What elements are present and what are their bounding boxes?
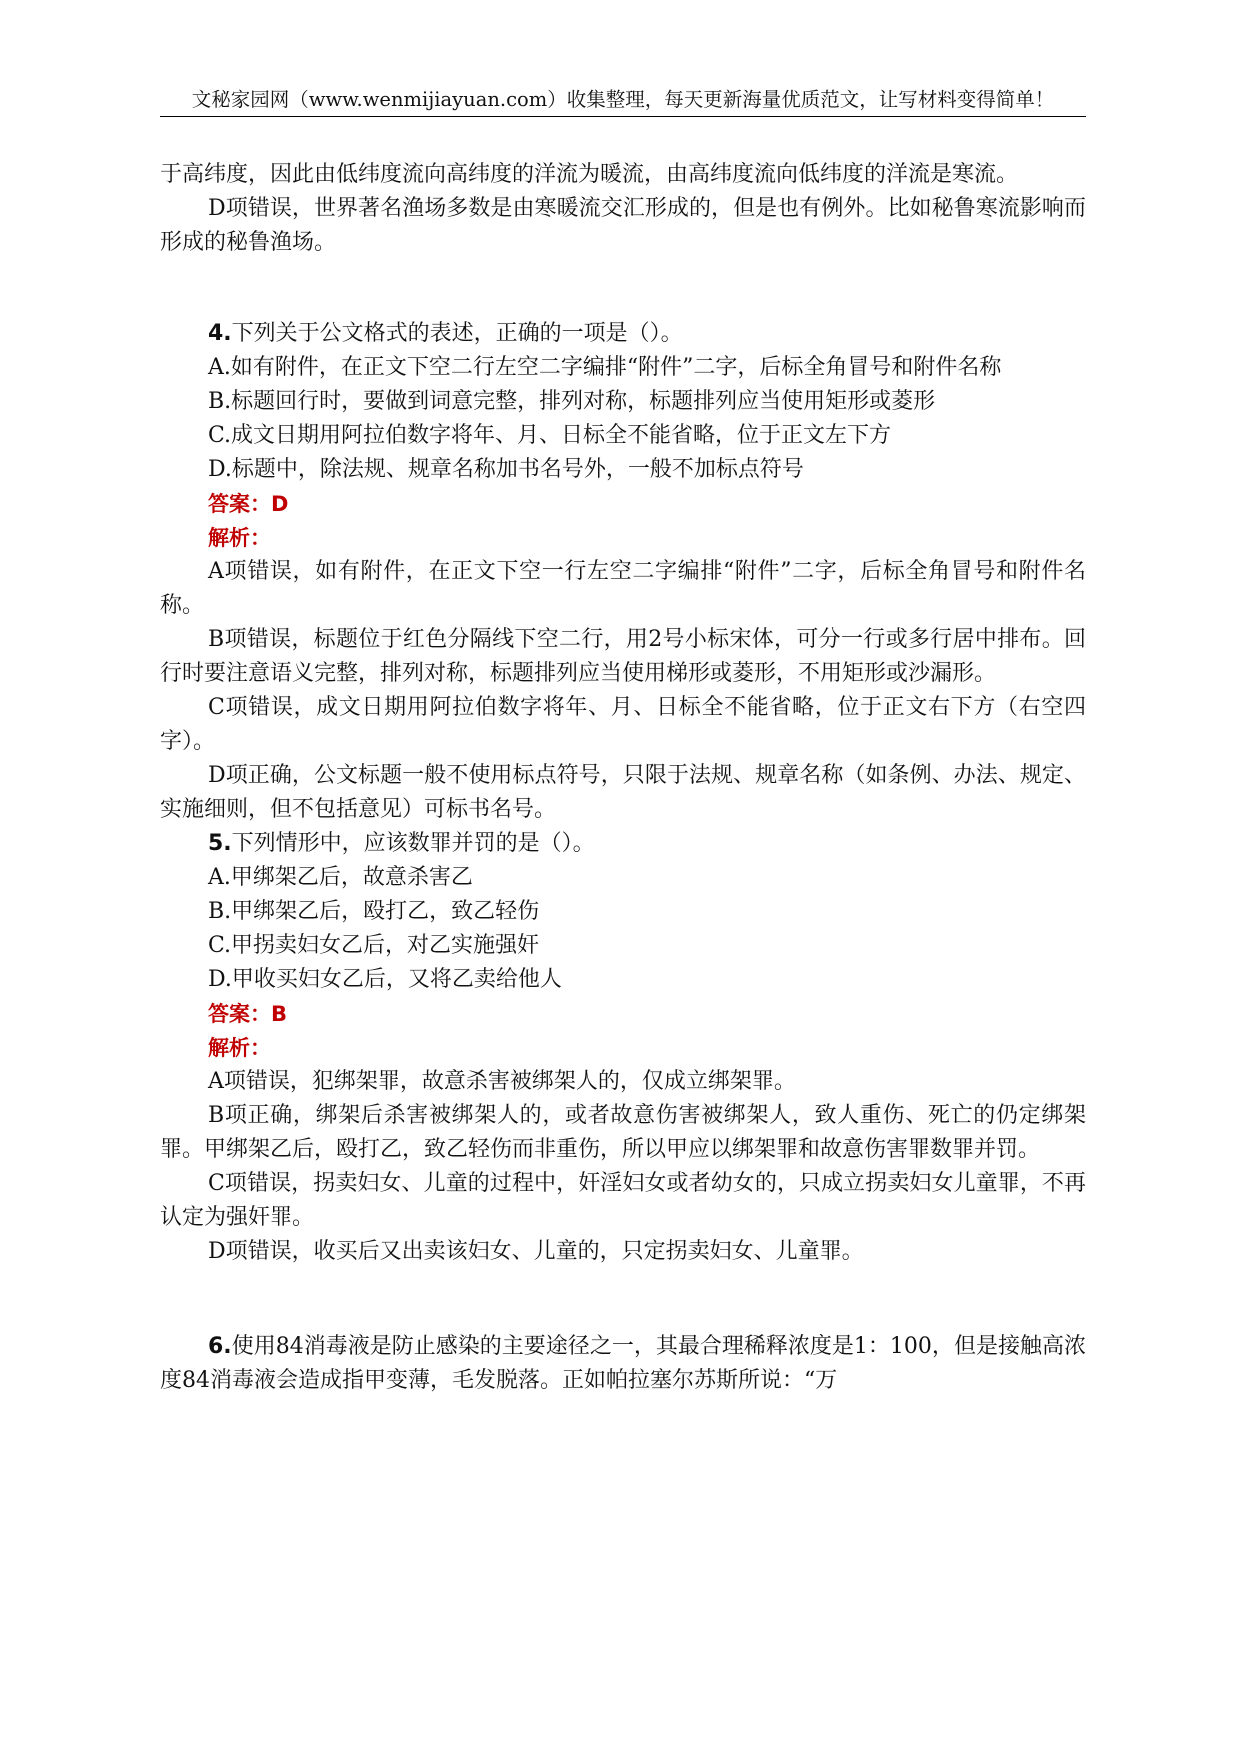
q5-option-c: C.甲拐卖妇女乙后，对乙实施强奸 xyxy=(208,933,540,958)
q5-option-a: A.甲绑架乙后，故意杀害乙 xyxy=(208,865,473,890)
q5-analysis-c: C项错误，拐卖妇女、儿童的过程中，奸淫妇女或者幼女的，只成立拐卖妇女儿童罪，不再认定为强奸罪。 xyxy=(160,1171,1086,1230)
question-text: 使用84消毒液是防止感染的主要途径之一，其最合理稀释浓度是1：100，但是接触高浓度84消毒液会造成指甲变薄，毛发脱落。正如帕拉塞尔苏斯所说：“万 xyxy=(160,1334,1086,1393)
question-number: 5. xyxy=(208,831,232,856)
q5-option-d: D.甲收买妇女乙后，又将乙卖给他人 xyxy=(208,967,562,992)
q4-analysis-a: A项错误，如有附件，在正文下空一行左空二字编排“附件”二字，后标全角冒号和附件名称。 xyxy=(160,559,1086,618)
prev-paragraph-2: D项错误，世界著名渔场多数是由寒暖流交汇形成的，但是也有例外。比如秘鲁寒流影响而形成的秘鲁渔场。 xyxy=(160,196,1086,255)
q5-option-b: B.甲绑架乙后，殴打乙，致乙轻伤 xyxy=(208,899,540,924)
prev-paragraph-1: 于高纬度，因此由低纬度流向高纬度的洋流为暖流，由高纬度流向低纬度的洋流是寒流。 xyxy=(160,162,1019,187)
q4-option-c: C.成文日期用阿拉伯数字将年、月、日标全不能省略，位于正文左下方 xyxy=(208,423,892,448)
q4-analysis-c: C项错误，成文日期用阿拉伯数字将年、月、日标全不能省略，位于正文右下方（右空四字）。 xyxy=(160,695,1086,754)
q4-answer: 答案：D xyxy=(208,492,289,516)
q5-analysis-b: B项正确，绑架后杀害被绑架人的，或者故意伤害被绑架人，致人重伤、死亡的仍定绑架罪。甲绑架乙后，殴打乙，致乙轻伤而非重伤，所以甲应以绑架罪和故意伤害罪数罪并罚。 xyxy=(160,1103,1086,1162)
question-5-stem xyxy=(160,827,1086,861)
question-text: 下列情形中，应该数罪并罚的是（）。 xyxy=(231,831,595,856)
question-number: 4. xyxy=(208,321,232,346)
q5-analysis-a: A项错误，犯绑架罪，故意杀害被绑架人的，仅成立绑架罪。 xyxy=(208,1069,796,1094)
document-body xyxy=(160,158,1086,1398)
question-text: 下列关于公文格式的表述，正确的一项是（）。 xyxy=(231,321,683,346)
q4-option-b: B.标题回行时，要做到词意完整，排列对称，标题排列应当使用矩形或菱形 xyxy=(208,389,936,414)
spacer xyxy=(160,260,1086,317)
q4-option-d: D.标题中，除法规、规章名称加书名号外，一般不加标点符号 xyxy=(208,457,804,482)
question-number: 6. xyxy=(208,1334,232,1359)
q5-answer: 答案：B xyxy=(208,1002,288,1026)
q4-analysis-label: 解析： xyxy=(208,526,271,550)
question-4-stem xyxy=(160,317,1086,351)
q5-analysis-label: 解析： xyxy=(208,1036,271,1060)
q4-option-a: A.如有附件，在正文下空二行左空二字编排“附件”二字，后标全角冒号和附件名称 xyxy=(208,355,1002,380)
q4-analysis-d: D项正确，公文标题一般不使用标点符号，只限于法规、规章名称（如条例、办法、规定、实施细则，但不包括意见）可标书名号。 xyxy=(160,763,1086,822)
q4-analysis-b: B项错误，标题位于红色分隔线下空二行，用2号小标宋体，可分一行或多行居中排布。回行时要注意语义完整，排列对称，标题排列应当使用梯形或菱形，不用矩形或沙漏形。 xyxy=(160,627,1086,686)
spacer xyxy=(160,1269,1086,1330)
question-6-stem xyxy=(160,1330,1086,1398)
page-header: 文秘家园网（www.wenmijiayuan.com）收集整理，每天更新海量优质范文，让写材料变得简单！ xyxy=(160,86,1086,117)
q5-analysis-d: D项错误，收买后又出卖该妇女、儿童的，只定拐卖妇女、儿童罪。 xyxy=(208,1239,864,1264)
